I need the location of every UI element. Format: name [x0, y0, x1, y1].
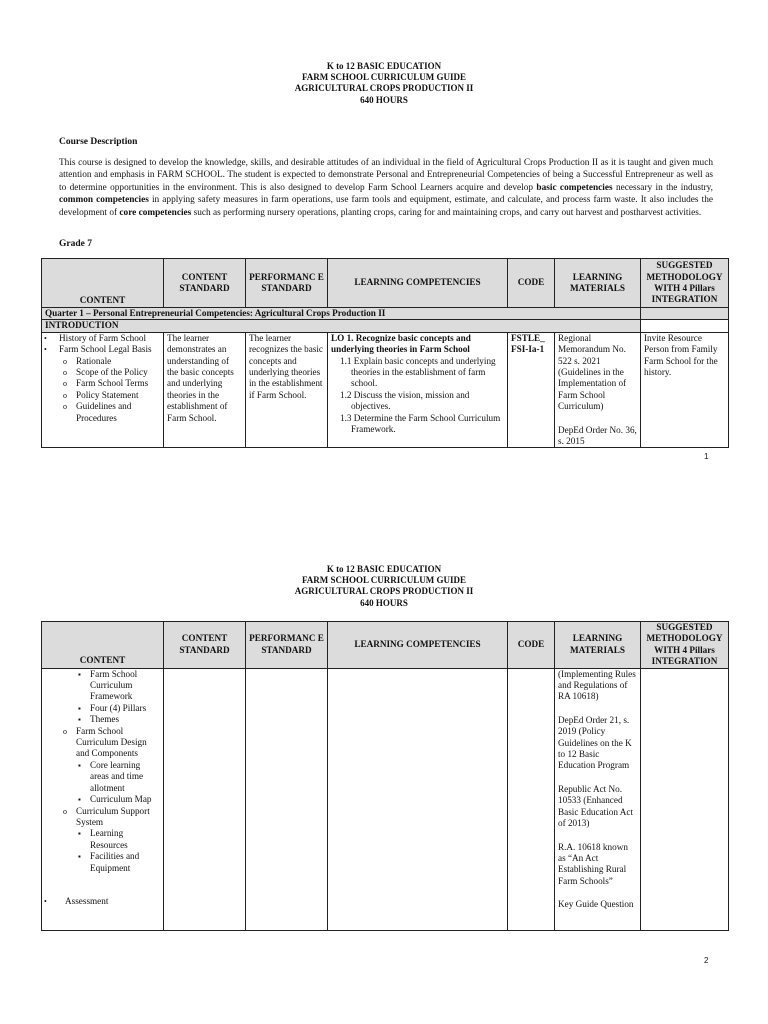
list-item: • Assessment — [59, 896, 160, 907]
list-item: o Guidelines and Procedures — [76, 401, 160, 424]
desc-bold: basic competencies — [536, 182, 613, 193]
content-sub-sub-list — [42, 669, 160, 726]
table-row — [42, 332, 729, 448]
quarter-label: Quarter 1 – Personal Entrepreneurial Competencies: Agricultural Crops Production II — [42, 308, 641, 320]
col-header-code: CODE — [508, 259, 555, 308]
grade-label: Grade 7 — [59, 239, 92, 249]
list-item: o Scope of the Policy — [76, 367, 160, 378]
desc-bold: core competencies — [119, 207, 192, 218]
material-item: DepEd Order No. 36, s. 2015 — [558, 424, 637, 447]
content-sub-list — [42, 806, 160, 829]
quarter-row — [42, 308, 729, 320]
spacer — [558, 887, 637, 899]
col-header-methodology: SUGGESTED METHODOLOGY WITH 4 Pillars INTEGRATION — [641, 622, 729, 669]
col-header-content: CONTENT — [42, 622, 164, 669]
spacer — [558, 413, 637, 425]
list-item: ▪ Themes — [90, 714, 160, 725]
col-header-learning-materials: LEARNING MATERIALS — [555, 259, 641, 308]
lo-heading: LO 1. Recognize basic concepts and underlying theories in Farm School — [331, 332, 471, 355]
header-line-4: 640 HOURS — [360, 94, 408, 105]
code-cell: FSTLE_ FSI-Ia-1 — [508, 332, 555, 448]
list-item: • Farm School Legal Basis — [59, 344, 160, 355]
spacer — [558, 772, 637, 784]
content-cell — [42, 332, 164, 448]
learning-materials-cell — [555, 668, 641, 930]
table-header-row — [42, 622, 729, 669]
header-line-1: K to 12 BASIC EDUCATION — [326, 61, 442, 71]
col-header-learning-competencies: LEARNING COMPETENCIES — [328, 622, 508, 669]
lc-item: 1.3 Determine the Farm School Curriculum Framework. — [340, 412, 501, 435]
content-sub-list — [42, 356, 160, 424]
material-item: DepEd Order 21, s. 2019 (Policy Guidelines on the K to 12 Basic Education Program — [558, 714, 632, 771]
col-header-learning-materials: LEARNING MATERIALS — [555, 622, 641, 669]
list-item: o Farm School Curriculum Design and Components — [76, 726, 160, 760]
intro-blank-cell — [641, 320, 729, 332]
learning-competencies-cell — [328, 668, 508, 930]
list-item: • History of Farm School — [59, 333, 160, 344]
header-line-2: FARM SCHOOL CURRICULUM GUIDE — [301, 575, 467, 586]
col-header-content-standard: CONTENT STANDARD — [164, 622, 246, 669]
list-item: o Rationale — [76, 356, 160, 367]
material-item: Key Guide Question — [558, 899, 634, 910]
header-line-3: AGRICULTURAL CROPS PRODUCTION II — [294, 586, 474, 597]
intro-row — [42, 320, 729, 332]
curriculum-table — [41, 621, 729, 931]
material-item: R.A. 10618 known as “An Act Establishing Rural Farm Schools” — [558, 841, 628, 886]
col-header-code: CODE — [508, 622, 555, 669]
table-header-row — [42, 259, 729, 308]
page-2 — [0, 560, 768, 1024]
content-sub-sub-list — [42, 828, 160, 874]
desc-bold: common competencies — [59, 195, 149, 206]
list-item: o Policy Statement — [76, 390, 160, 401]
intro-label: INTRODUCTION — [42, 320, 641, 332]
performance-standard-cell: The learner recognizes the basic concepts and underlying theories in the establishment if Farm School. — [246, 332, 328, 448]
course-description-text — [59, 157, 713, 219]
list-item: ▪ Four (4) Pillars — [90, 703, 160, 714]
content-cell — [42, 668, 164, 930]
content-bullet-list — [42, 896, 160, 907]
course-description-heading: Course Description — [59, 137, 138, 147]
desc-part: This course is designed to develop the knowledge, skills, and desirable attitudes of an individual in the field of Agricultural Crops Production II as it is taught and given much attention and emphasis in FARM SCHOOL. The student is expected to demonstrate Personal and Entrepreneurial Competencies of being a Successful Entrepreneur as well as to determine opportunities in the environment. This is also designed to develop Farm School Learners acquire and develop — [59, 158, 713, 193]
document-header — [0, 564, 768, 609]
header-line-3: AGRICULTURAL CROPS PRODUCTION II — [294, 83, 474, 94]
list-item: ▪ Curriculum Map — [90, 794, 160, 805]
desc-part: such as performing nursery operations, planting crops, caring for and maintaining crops, and carry out harvest and postharvest activities. — [191, 207, 702, 218]
col-header-learning-competencies: LEARNING COMPETENCIES — [328, 259, 508, 308]
content-sub-sub-list — [42, 760, 160, 806]
header-line-4: 640 HOURS — [360, 597, 408, 608]
page-number: 1 — [704, 452, 709, 461]
code-cell — [508, 668, 555, 930]
list-item: o Farm School Terms — [76, 378, 160, 389]
performance-standard-cell — [246, 668, 328, 930]
page-1 — [0, 0, 768, 480]
content-bullet-list — [42, 333, 160, 356]
col-header-performance-standard: PERFORMANC E STANDARD — [246, 259, 328, 308]
list-item: ▪ Facilities and Equipment — [90, 851, 160, 874]
list-item: o Curriculum Support System — [76, 806, 160, 829]
col-header-content: CONTENT — [42, 259, 164, 308]
list-item: ▪ Farm School Curriculum Framework — [90, 669, 160, 703]
learning-materials-cell — [555, 332, 641, 448]
desc-part: necessary in the industry, — [612, 182, 714, 193]
list-item: ▪ Core learning areas and time allotment — [90, 760, 160, 794]
page-number: 2 — [704, 956, 709, 965]
col-header-methodology: SUGGESTED METHODOLOGY WITH 4 Pillars INTEGRATION — [641, 259, 729, 308]
material-item: Regional Memorandum No. 522 s. 2021 (Guidelines in the Implementation of Farm School Curriculum) — [558, 332, 627, 412]
spacer — [558, 703, 637, 715]
learning-competencies-cell — [328, 332, 508, 448]
methodology-cell — [641, 668, 729, 930]
lc-item: 1.1 Explain basic concepts and underlying theories in the establishment of farm school. — [340, 355, 496, 389]
col-header-performance-standard: PERFORMANC E STANDARD — [246, 622, 328, 669]
quarter-blank-cell — [641, 308, 729, 320]
material-item: Republic Act No. 10533 (Enhanced Basic Education Act of 2013) — [558, 783, 634, 829]
table-row — [42, 668, 729, 930]
content-sub-list — [42, 726, 160, 760]
content-standard-cell: The learner demonstrates an understanding of the basic concepts and underlying theories in the establishment of Farm School. — [164, 332, 246, 448]
curriculum-table — [41, 258, 729, 448]
spacer — [42, 874, 160, 896]
col-header-content-standard: CONTENT STANDARD — [164, 259, 246, 308]
header-line-1: K to 12 BASIC EDUCATION — [326, 564, 442, 574]
spacer — [558, 830, 637, 842]
content-standard-cell — [164, 668, 246, 930]
document-header — [0, 61, 768, 106]
methodology-cell: Invite Resource Person from Family Farm School for the history. — [641, 332, 729, 448]
desc-part: in applying safety measures in farm operations, use farm tools and equipment, estimate, and calculate, and process farm waste. It also includes the development of — [59, 195, 714, 218]
header-line-2: FARM SCHOOL CURRICULUM GUIDE — [301, 72, 467, 83]
material-item: (Implementing Rules and Regulations of RA 10618) — [558, 668, 636, 702]
lc-item: 1.2 Discuss the vision, mission and objectives. — [340, 389, 470, 412]
list-item: ▪ Learning Resources — [90, 828, 160, 851]
